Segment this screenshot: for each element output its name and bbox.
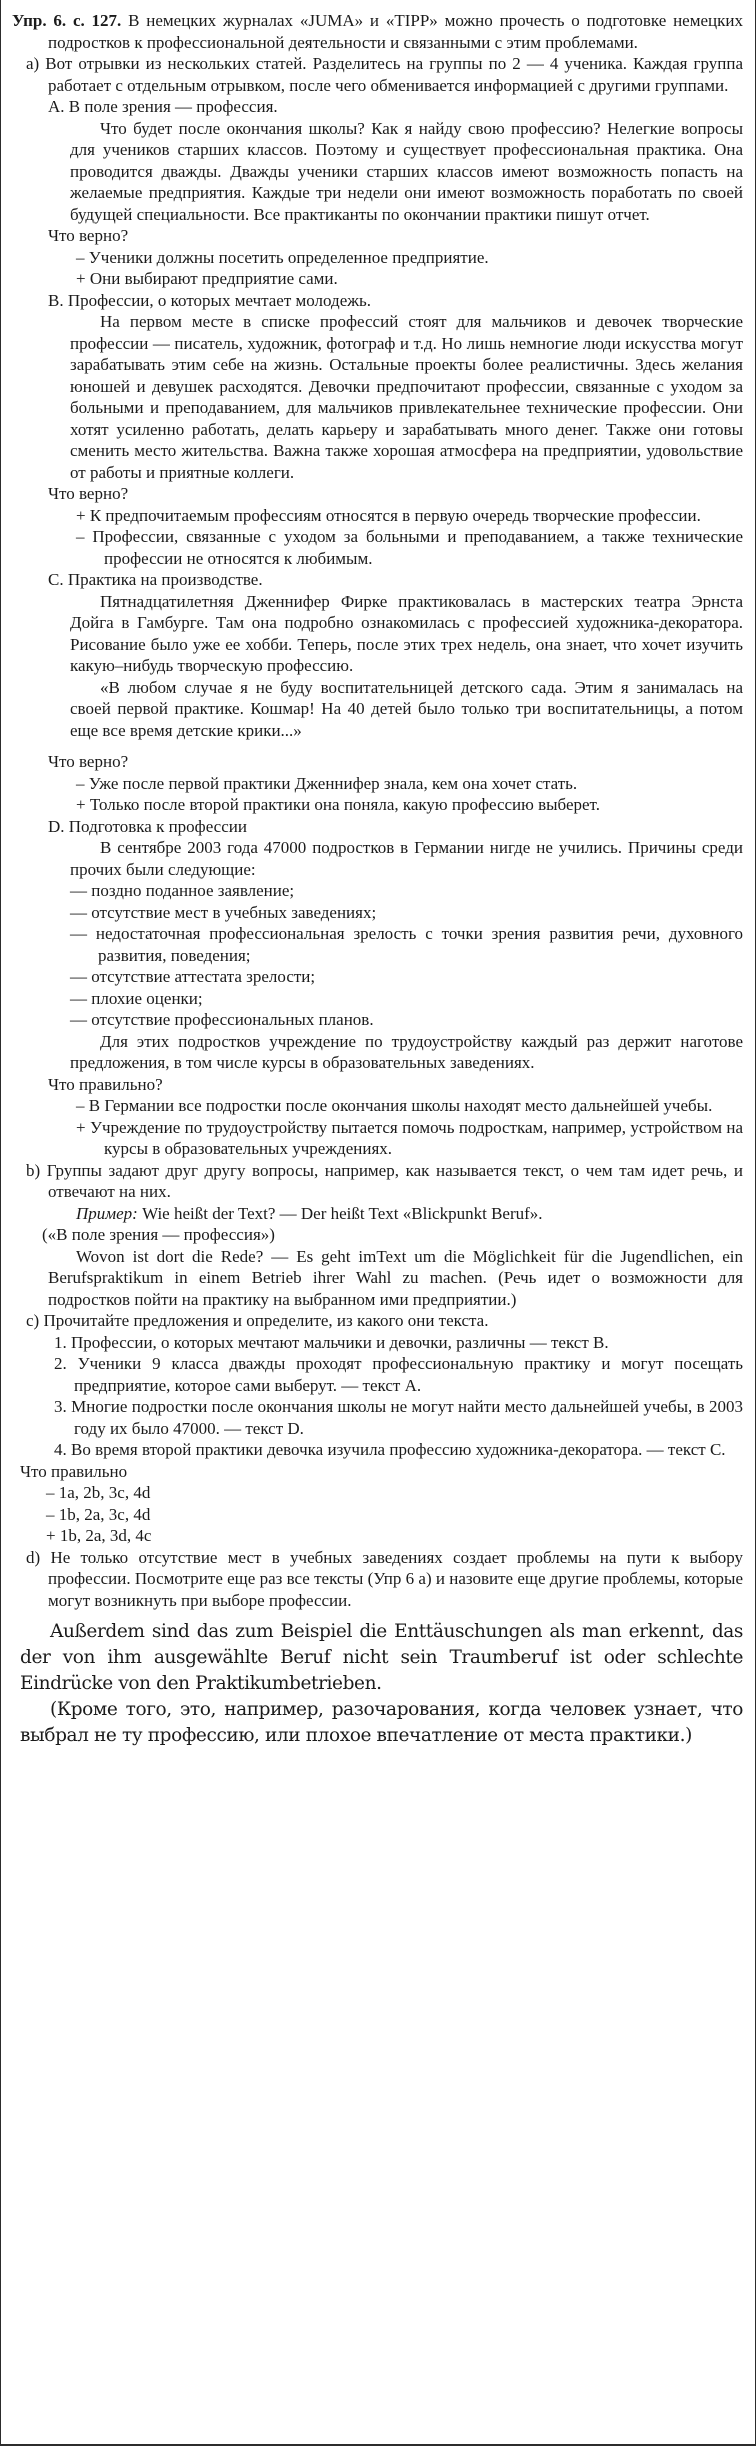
- minus-mark: –: [76, 1096, 85, 1115]
- exercise-intro-text: В немецких журналах «JUMA» и «TIPP» можно прочесть о подготовке немецких подростков к профессиональной деятельности и связанными с этим проблемами.: [48, 11, 743, 52]
- section-b-title: Профессии, о которых мечтает молодежь.: [67, 290, 371, 310]
- section-d-bullet: — отсутствие аттестата зрелости;: [70, 967, 316, 986]
- item-number: 2.: [54, 1354, 67, 1373]
- section-c-title: Практика на производстве.: [67, 570, 263, 589]
- section-a-letter: A.: [48, 97, 65, 116]
- plus-mark: +: [76, 269, 86, 288]
- section-a-answer-wrong: [76, 247, 743, 269]
- item-text: Ученики 9 класса дважды проходят профессиональную практику и могут посещать предприятие, которое сами выберут. — текст A.: [74, 1354, 743, 1395]
- example-label: Пример:: [76, 1203, 138, 1223]
- plus-mark: +: [76, 505, 86, 525]
- plus-mark: +: [76, 795, 86, 814]
- section-d-heading: [48, 816, 743, 838]
- answer-text: 1b, 2a, 3c, 4d: [58, 1504, 151, 1524]
- section-b-paragraph: На первом месте в списке профессий стоят для мальчиков и девочек творческие профессии — писатель, художник, фотограф и т.д. Но лишь немногие люди искусства могут зарабатывать этим себе на жизнь. Остальные проекты более реалистичны. Здесь желания юношей и девушек расходятся. Девочки предпочитают профессии, связанные с уходом за больными и преподаванием, для мальчиков привлекательнее технические профессии. Они хотят усиленно работать, делать карьеру и зарабатывать много денег. Также они готовы сменить место жительства. Важна также хорошая атмосфера на предприятии, удовольствие от работы и приятные коллеги.: [70, 312, 743, 482]
- section-a-answer-right: [76, 268, 743, 290]
- section-b-answer-right: [76, 505, 743, 527]
- answer-text: Они выбирают предприятие сами.: [89, 269, 338, 288]
- minus-mark: –: [46, 1483, 55, 1502]
- section-b-heading: [48, 290, 743, 312]
- answer-text: Только после второй практики она поняла, какую профессию выберет.: [89, 795, 600, 814]
- section-c-answer-wrong: [76, 773, 743, 795]
- answer-text: 1b, 2a, 3d, 4c: [59, 1526, 152, 1545]
- part-c-item: [54, 1332, 743, 1354]
- minus-mark: –: [76, 527, 85, 546]
- part-c-item: [54, 1439, 743, 1461]
- item-text: Во время второй практики девочка изучила профессию художника-декоратора. — текст C.: [71, 1440, 726, 1459]
- section-d-answer-right: [76, 1117, 743, 1160]
- answer-text: В Германии все подростки после окончания школы находят место дальнейшей учебы.: [88, 1096, 713, 1115]
- part-b-intro-text: Группы задают друг другу вопросы, например, как называется текст, о чем там идет речь, и отвечают на них.: [46, 1160, 744, 1201]
- part-a-intro: [26, 53, 743, 96]
- answer-text: Профессии, связанные с уходом за больными и преподаванием, а также технические профессии не относятся к любимым.: [92, 527, 743, 568]
- answer-text: Ученики должны посетить определенное предприятие.: [88, 247, 489, 267]
- section-c-letter: C.: [48, 570, 64, 589]
- answer-text: Учреждение по трудоустройству пытается помочь подросткам, например, устройством на курсы в образовательных учреждениях.: [89, 1117, 744, 1158]
- part-b-label: b): [26, 1160, 41, 1180]
- section-d-letter: D.: [48, 816, 65, 836]
- part-c-intro: [26, 1310, 743, 1332]
- exercise-number: Упр. 6. с. 127.: [12, 11, 122, 30]
- example-1-text: Wie heißt der Text? — Der heißt Text «Blickpunkt Beruf».: [142, 1203, 543, 1223]
- section-d-bullet: — поздно поданное заявление;: [70, 881, 295, 900]
- section-c-answer-right: [76, 794, 743, 816]
- section-a-question: Что верно?: [48, 226, 129, 245]
- section-d-bullet: — плохие оценки;: [70, 988, 203, 1008]
- exercise-heading: [12, 10, 743, 53]
- part-c-item: [54, 1396, 743, 1439]
- part-c-item: [54, 1353, 743, 1396]
- item-text: Профессии, о которых мечтают мальчики и девочки, различны — текст B.: [71, 1332, 609, 1352]
- answer-text: Уже после первой практики Дженнифер знала, кем она хочет стать.: [88, 773, 578, 793]
- section-d-paragraph-after: Для этих подростков учреждение по трудоустройству каждый раз держит наготове предложения, в том числе курсы в образовательных заведениях.: [70, 1031, 743, 1072]
- section-a-title: В поле зрения — профессия.: [68, 97, 278, 116]
- part-d-answer-russian: (Кроме того, это, например, разочарования, когда человек узнает, что выбрал не ту профессию, или плохое впечатление от места практики.): [20, 1699, 743, 1746]
- item-number: 3.: [54, 1397, 67, 1416]
- minus-mark: –: [76, 247, 85, 267]
- part-c-label: c): [26, 1311, 40, 1330]
- item-text: Многие подростки после окончания школы не могут найти место дальнейшей учебы, в 2003 году их было 47000. — текст D.: [71, 1397, 744, 1438]
- part-c-intro-text: Прочитайте предложения и определите, из какого они текста.: [43, 1311, 489, 1330]
- section-c-paragraph-2: «В любом случае я не буду воспитательницей детского сада. Этим я занималась на своей первой практике. Кошмар! На 40 детей было только три воспитательницы, а потом еще все время детские крики...»: [70, 677, 743, 740]
- section-b-letter: B.: [48, 290, 64, 310]
- part-c-answer-right: [46, 1525, 743, 1547]
- part-d-answer-german: Außerdem sind das zum Beispiel die Enttäuschungen als man erkennt, das der von ihm ausgewählte Beruf nicht sein Traumberuf ist oder schlechte Eindrücke von den Praktikumbetrieben.: [20, 1621, 743, 1694]
- part-b-example-1-note: («В поле зрения — профессия»): [42, 1225, 275, 1244]
- part-b-example-1: [48, 1203, 743, 1225]
- part-c-answer-wrong: [46, 1504, 743, 1526]
- item-number: 1.: [54, 1332, 67, 1352]
- section-c-paragraph-1: Пятнадцатилетняя Дженнифер Фирке практиковалась в мастерских театра Эрнста Дойга в Гамбурге. Там она подробно ознакомилась с профессией художника-декоратора. Рисование было уже ее хобби. Теперь, после этих трех недель, она знает, что хочет изучить какую–нибудь творческую профессию.: [70, 591, 743, 675]
- section-a-paragraph: Что будет после окончания школы? Как я найду свою профессию? Нелегкие вопросы для учеников старших классов. Поэтому и существует профессиональная практика. Она проводится дважды. Дважды ученики старших классов имеют возможность попасть на желаемые предприятия. Каждые три недели они имеют возможность поработать по своей будущей специальности. Все практиканты по окончании практики пишут отчет.: [70, 118, 743, 224]
- section-d-answer-wrong: [76, 1095, 743, 1117]
- section-d-bullet: — отсутствие профессиональных планов.: [70, 1010, 374, 1029]
- section-d-question: Что правильно?: [48, 1074, 163, 1094]
- section-d-title: Подготовка к профессии: [68, 816, 247, 836]
- minus-mark: –: [46, 1504, 55, 1524]
- part-b-intro: [26, 1160, 743, 1203]
- part-c-question: Что правильно: [20, 1461, 128, 1481]
- part-d-label: d): [26, 1547, 41, 1567]
- section-c-question: Что верно?: [48, 752, 129, 771]
- section-a-heading: [48, 96, 743, 118]
- answer-text: 1a, 2b, 3c, 4d: [58, 1483, 151, 1502]
- section-c-heading: [48, 569, 743, 591]
- section-d-paragraph: В сентябре 2003 года 47000 подростков в Германии нигде не учились. Причины среди прочих были следующие:: [70, 838, 743, 879]
- plus-mark: +: [46, 1526, 56, 1545]
- part-c-answer-wrong: [46, 1482, 743, 1504]
- section-d-bullet: — отсутствие мест в учебных заведениях;: [70, 902, 377, 922]
- part-b-example-2: Wovon ist dort die Rede? — Es geht imText um die Möglichkeit für die Jugendlichen, ein Berufspraktikum in einem Betrieb ihrer Wahl zu machen. (Речь идет о возможности для подростков пойти на практику на выбранном ими предприятии.): [48, 1246, 743, 1309]
- answer-text: К предпочитаемым профессиям относятся в первую очередь творческие профессии.: [89, 505, 701, 525]
- minus-mark: –: [76, 773, 85, 793]
- item-number: 4.: [54, 1440, 67, 1459]
- part-d-intro: [26, 1547, 743, 1612]
- section-d-bullet: — недостаточная профессиональная зрелость с точки зрения развития речи, духовного развития, поведения;: [70, 924, 743, 965]
- part-a-intro-text: Вот отрывки из нескольких статей. Разделитесь на группы по 2 — 4 ученика. Каждая группа работает с отдельным отрывком, после чего обменивается информацией с другими группами.: [45, 54, 744, 95]
- part-a-label: a): [26, 54, 40, 73]
- section-b-answer-wrong: [76, 526, 743, 569]
- plus-mark: +: [76, 1117, 86, 1137]
- part-d-intro-text: Не только отсутствие мест в учебных заведениях создает проблемы на пути к выбору профессии. Посмотрите еще раз все тексты (Упр 6 а) и назовите еще другие проблемы, которые могут возникнуть при выборе профессии.: [48, 1547, 744, 1610]
- section-b-question: Что верно?: [48, 484, 129, 503]
